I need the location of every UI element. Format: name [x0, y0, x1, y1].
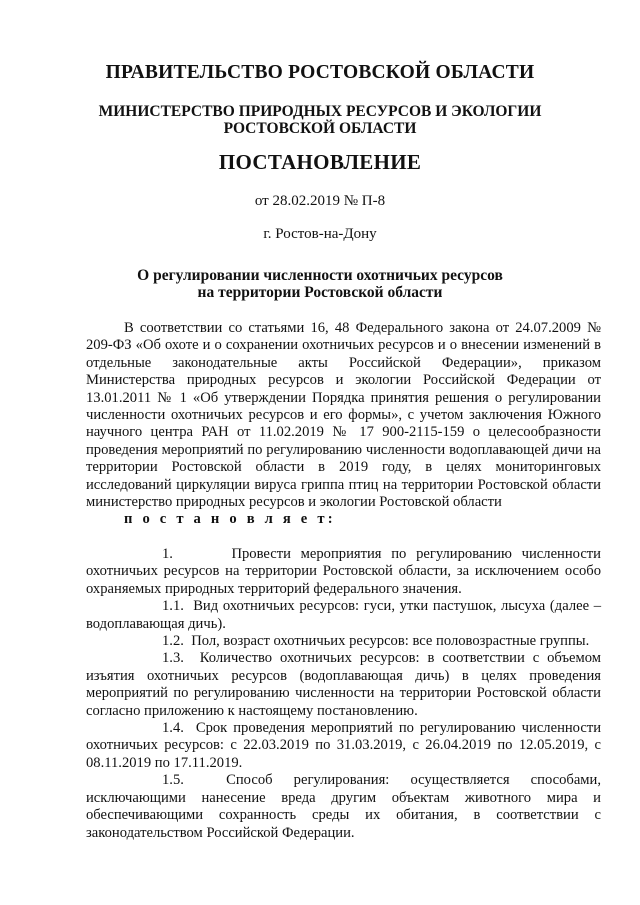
item-number: 1.1.: [162, 598, 184, 615]
document-type-title: ПОСТАНОВЛЕНИЕ: [218, 150, 422, 174]
item-number: 1.3.: [162, 650, 184, 667]
item-number: 1.4.: [162, 720, 184, 737]
document-subject: [0, 267, 640, 301]
item-text: Провести мероприятия по регулированию численности охотничьих ресурсов на территории Ростовской области, за исключением особо охраняемых природных территорий федерального значения.: [86, 546, 601, 597]
subject-line-1: О регулировании численности охотничьих ресурсов: [137, 267, 503, 284]
ministry-line-1: МИНИСТЕРСТВО ПРИРОДНЫХ РЕСУРСОВ И ЭКОЛОГИИ: [98, 103, 542, 120]
decree-item: [86, 546, 601, 598]
item-number: 1.2.: [162, 633, 184, 650]
government-heading: ПРАВИТЕЛЬСТВО РОСТОВСКОЙ ОБЛАСТИ: [105, 62, 535, 83]
decree-item: [86, 633, 601, 650]
item-text: Пол, возраст охотничьих ресурсов: все половозрастные группы.: [191, 633, 590, 650]
decree-item: [86, 650, 601, 720]
decree-item: [86, 772, 601, 842]
item-text: Срок проведения мероприятий по регулированию численности охотничьих ресурсов: с 22.03.2019 по 31.03.2019, с 26.04.2019 по 12.05.2019, с 08.11.2019 по 17.11.2019.: [86, 720, 602, 771]
ministry-heading: [0, 103, 640, 137]
document-date-number: от 28.02.2019 № П-8: [254, 193, 386, 209]
decree-items: [86, 546, 601, 842]
resolve-word: п о с т а н о в л я е т:: [124, 511, 336, 528]
decree-item: [86, 598, 601, 633]
item-text: Количество охотничьих ресурсов: в соответствии с объемом изъятия охотничьих ресурсов (водоплавающая дичь) в целях проведения мероприятий по регулированию численности на территории Ростовской области согласно приложению к настоящему постановлению.: [86, 650, 601, 719]
decree-item: [86, 720, 601, 772]
document-city: г. Ростов-на-Дону: [263, 226, 377, 242]
subject-line-2: на территории Ростовской области: [197, 284, 443, 301]
preamble-block: [86, 320, 601, 529]
item-text: Вид охотничьих ресурсов: гуси, утки пастушок, лысуха (далее – водоплавающая дичь).: [86, 598, 602, 632]
item-text: Способ регулирования: осуществляется способами, исключающими нанесение вреда другим объектам животного мира и обеспечивающими сохранность среды их обитания, в соответствии с законодательством Российской Федерации.: [86, 772, 601, 841]
item-number: 1.: [162, 546, 173, 562]
preamble-paragraph: В соответствии со статьями 16, 48 Федерального закона от 24.07.2009 № 209-ФЗ «Об охоте и о сохранении охотничьих ресурсов и о внесении изменений в отдельные законодательные акты Российской Федерации», приказом Министерства природных ресурсов и экологии Российской Федерации от 13.01.2011 № 1 «Об утверждении Порядка принятия решения о регулировании численности охотничьих ресурсов и его формы», с учетом заключения Южного научного центра РАН от 11.02.2019 № 17 900-2115-159 о целесообразности проведения мероприятий по регулированию численности водоплавающей дичи на территории Ростовской области в 2019 году, в целях мониторинговых исследований циркуляции вируса гриппа птиц на территории Ростовской области министерство природных ресурсов и экологии Ростовской области: [86, 320, 601, 511]
item-number: 1.5.: [162, 772, 184, 789]
ministry-line-2: РОСТОВСКОЙ ОБЛАСТИ: [223, 120, 417, 137]
